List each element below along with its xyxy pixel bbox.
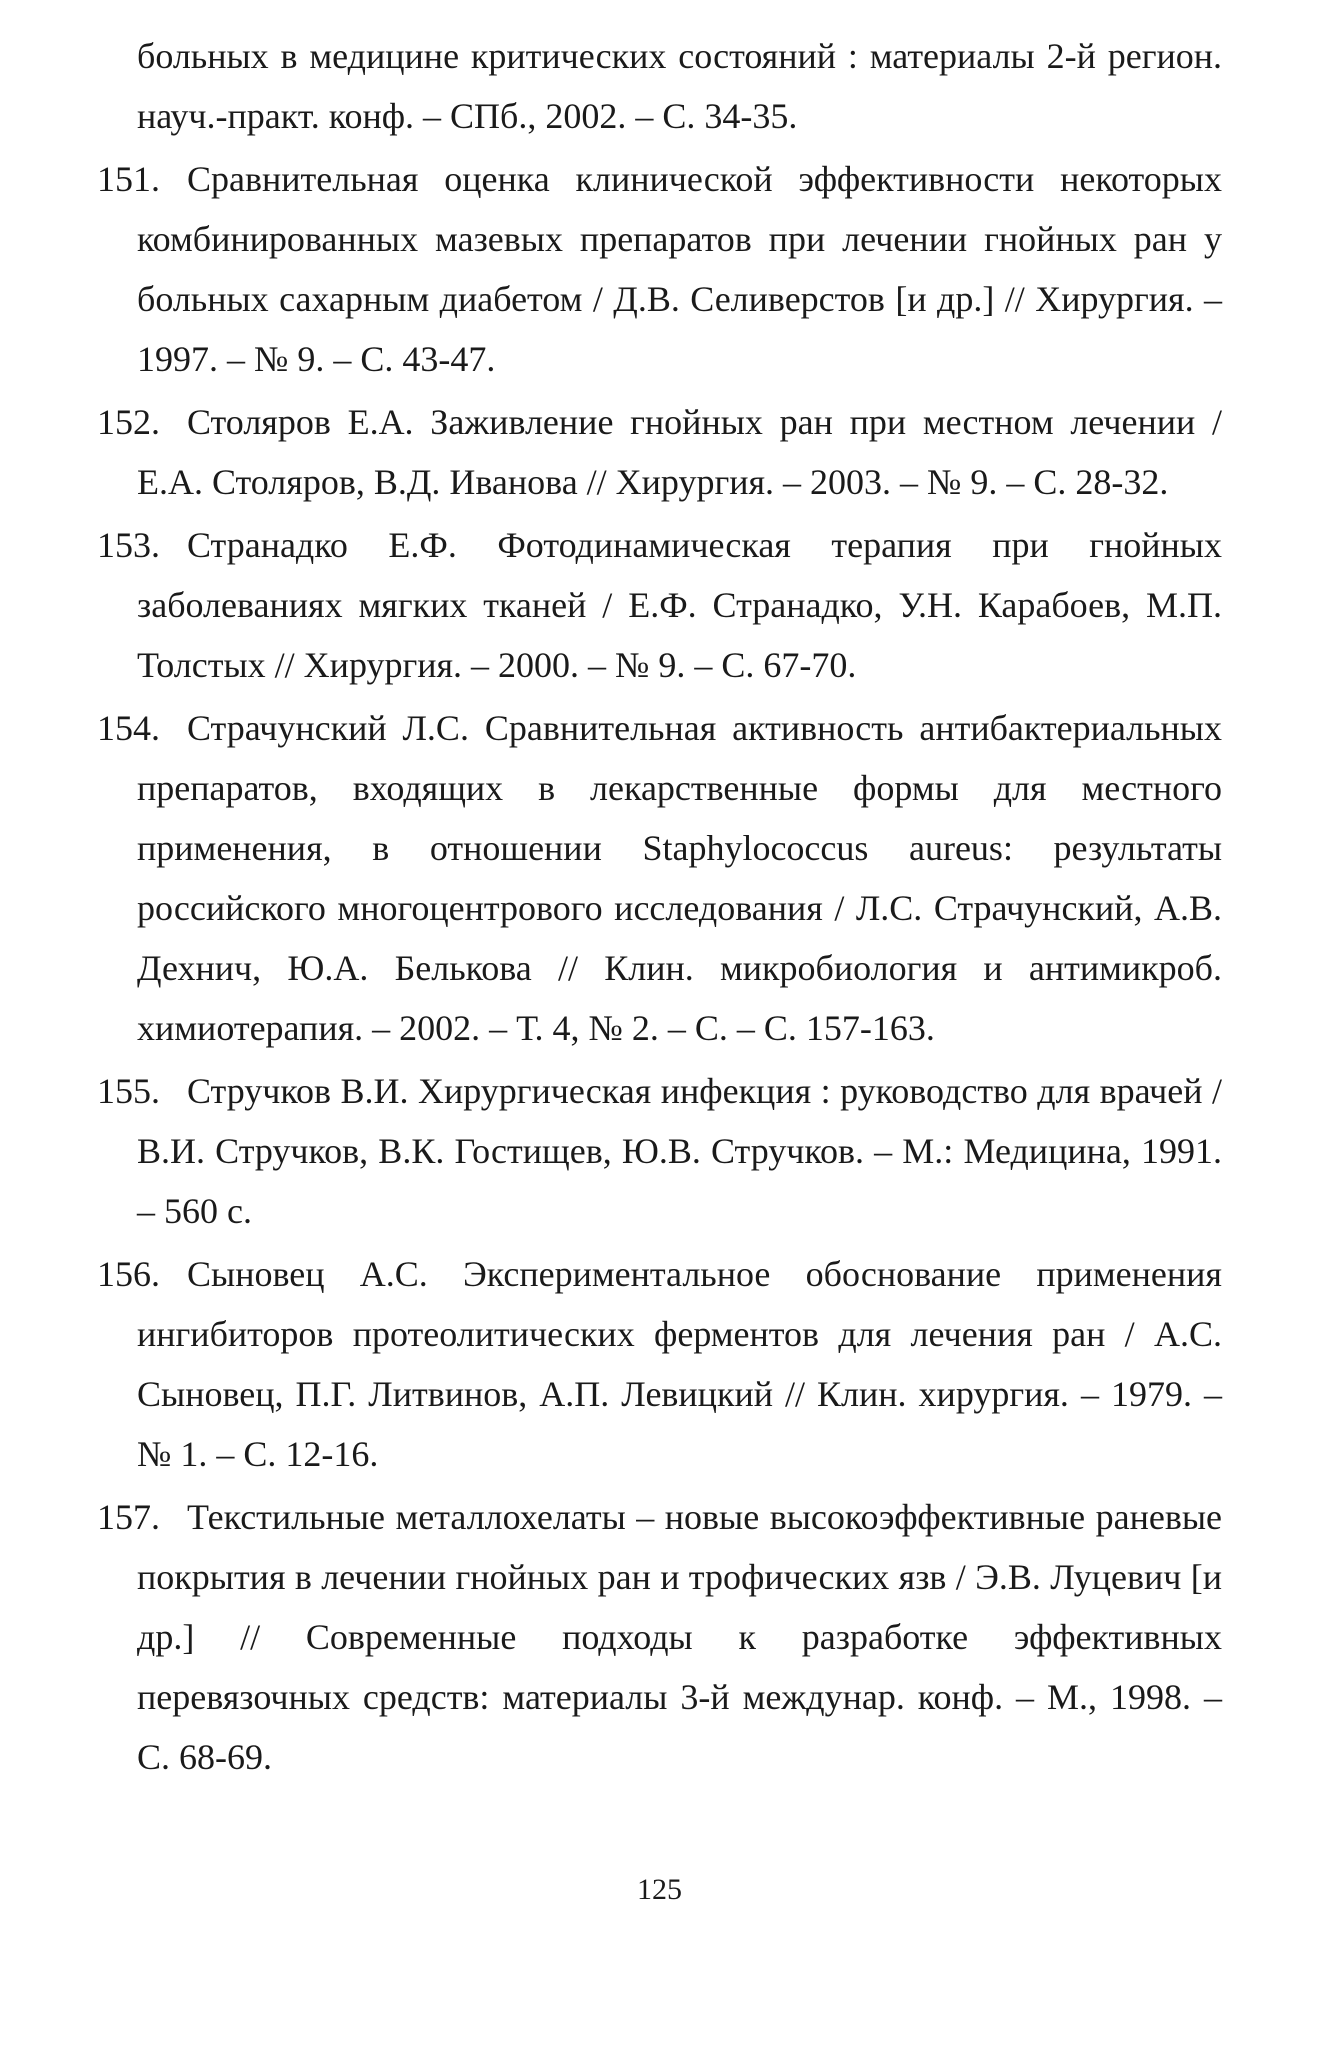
reference-entry-155: [97, 1061, 1222, 1241]
reference-text: Текстильные металлохелаты – новые высокоэффективные раневые покрытия в лечении гнойных ран и трофических язв / Э.В. Луцевич [и др.] // Современные подходы к разработке эффективных перевязочных средств: материалы 3-й междунар. конф. – М., 1998. – С. 68-69.: [137, 1497, 1222, 1777]
reference-text: Странадко Е.Ф. Фотодинамическая терапия при гнойных заболеваниях мягких тканей / Е.Ф. Странадко, У.Н. Карабоев, М.П. Толстых // Хирургия. – 2000. – № 9. – С. 67-70.: [137, 525, 1222, 685]
reference-text: Стручков В.И. Хирургическая инфекция : руководство для врачей / В.И. Стручков, В.К. Гостищев, Ю.В. Стручков. – М.: Медицина, 1991. – 560 с.: [137, 1071, 1222, 1231]
reference-entry-151: [97, 149, 1222, 389]
reference-entry-156: [97, 1244, 1222, 1484]
reference-entry-152: [97, 392, 1222, 512]
reference-text: Сыновец А.С. Экспериментальное обоснование применения ингибиторов протеолитических ферментов для лечения ран / А.С. Сыновец, П.Г. Литвинов, А.П. Левицкий // Клин. хирургия. – 1979. – № 1. – С. 12-16.: [137, 1254, 1222, 1474]
reference-text: Столяров Е.А. Заживление гнойных ран при местном лечении / Е.А. Столяров, В.Д. Иванова // Хирургия. – 2003. – № 9. – С. 28-32.: [137, 402, 1222, 502]
reference-number: 155.: [97, 1071, 160, 1111]
reference-number: 154.: [97, 708, 160, 748]
reference-list: [97, 26, 1222, 1787]
reference-entry-154: [97, 698, 1222, 1058]
reference-text: Сравнительная оценка клинической эффективности некоторых комбинированных мазевых препаратов при лечении гнойных ран у больных сахарным диабетом / Д.В. Селиверстов [и др.] // Хирургия. – 1997. – № 9. – С. 43-47.: [137, 159, 1222, 379]
reference-number: 151.: [97, 159, 160, 199]
reference-number: 152.: [97, 402, 160, 442]
reference-entry-continued: [137, 26, 1222, 146]
page-number: 125: [637, 1873, 682, 1906]
reference-number: 157.: [97, 1497, 160, 1537]
reference-number: 156.: [97, 1254, 160, 1294]
reference-text: больных в медицине критических состояний : материалы 2-й регион. науч.-практ. конф. – СПб., 2002. – С. 34-35.: [137, 36, 1222, 136]
reference-text: Страчунский Л.С. Сравнительная активность антибактериальных препаратов, входящих в лекарственные формы для местного применения, в отношении Staphylococcus aureus: результаты российского многоцентрового исследования / Л.С. Страчунский, А.В. Дехнич, Ю.А. Белькова // Клин. микробиология и антимикроб. химиотерапия. – 2002. – Т. 4, № 2. – С. – С. 157-163.: [137, 708, 1222, 1048]
reference-entry-157: [97, 1487, 1222, 1787]
reference-number: 153.: [97, 525, 160, 565]
reference-entry-153: [97, 515, 1222, 695]
